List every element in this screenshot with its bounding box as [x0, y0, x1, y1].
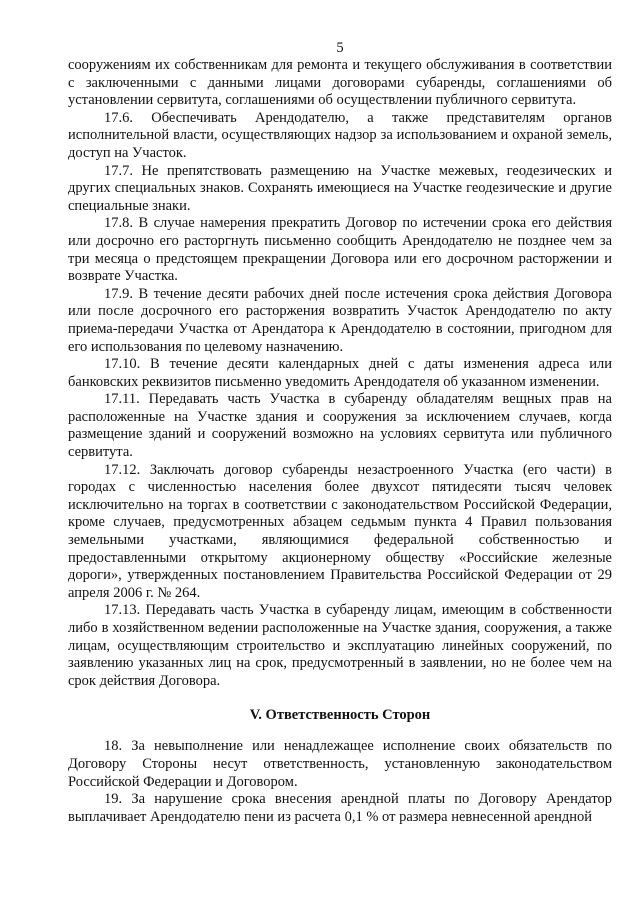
paragraph-19: 19. За нарушение срока внесения арендной платы по Договору Арендатор выплачивает Арендодателю пени из расчета 0,1 % от размера невнесенной арендной	[68, 791, 612, 825]
page-number: 5	[336, 40, 344, 56]
paragraph-continuation: сооружениям их собственникам для ремонта и текущего обслуживания в соответствии с заключенными с данными лицами договорами субаренды, соглашениями об установлении сервитута, соглашениями об осуществлении публичного сервитута.	[68, 57, 612, 109]
section-heading: V. Ответственность Сторон	[249, 707, 431, 724]
paragraph-17-10: 17.10. В течение десяти календарных дней с даты изменения адреса или банковских реквизитов письменно уведомить Арендодателя об указанном изменении.	[68, 356, 612, 390]
paragraph-17-12: 17.12. Заключать договор субаренды незастроенного Участка (его части) в городах с численностью населения более двухсот пятидесяти тысяч человек исключительно на торгах в соответствии с законодательством Российской Федерации, кроме случаев, предусмотренных абзацем седьмым пункта 4 Правил пользования земельными участками, являющимися федеральной собственностью и предоставленными открытому акционерному обществу «Российские железные дороги», утвержденных постановлением Правительства Российской Федерации от 29 апреля 2006 г. № 264.	[68, 461, 612, 601]
document-body	[68, 57, 612, 826]
paragraph-18: 18. За невыполнение или ненадлежащее исполнение своих обязательств по Договору Стороны несут ответственность, установленную законодательством Российской Федерации и Договором.	[68, 738, 612, 790]
paragraph-17-11: 17.11. Передавать часть Участка в субаренду обладателям вещных прав на расположенные на Участке здания и сооружения за исключением случаев, когда размещение зданий и сооружений возможно на условиях сервитута или публичного сервитута.	[68, 391, 612, 461]
paragraph-17-8: 17.8. В случае намерения прекратить Договор по истечении срока его действия или досрочно его расторгнуть письменно сообщить Арендодателю не позднее чем за три месяца о предстоящем прекращении Договора или его досрочном расторжении и возврате Участка.	[68, 215, 612, 285]
paragraph-17-7: 17.7. Не препятствовать размещению на Участке межевых, геодезических и других специальных знаков. Сохранять имеющиеся на Участке геодезические и другие специальные знаки.	[68, 162, 612, 214]
paragraph-17-13: 17.13. Передавать часть Участка в субаренду лицам, имеющим в собственности либо в хозяйственном ведении расположенные на Участке здания, сооружения, а также лицам, осуществляющим строительство и эксплуатацию линейных сооружений, по заявлению указанных лиц на срок, предусмотренный в заявлении, но не более чем на срок действия Договора.	[68, 602, 612, 689]
paragraph-17-9: 17.9. В течение десяти рабочих дней после истечения срока действия Договора или после досрочного его расторжения возвратить Участок Арендодателю по акту приема-передачи Участка от Арендатора к Арендодателю в состоянии, пригодном для его использования по целевому назначению.	[68, 285, 612, 355]
paragraph-17-6: 17.6. Обеспечивать Арендодателю, а также представителям органов исполнительной власти, осуществляющих надзор за использованием и охраной земель, доступ на Участок.	[68, 109, 612, 161]
